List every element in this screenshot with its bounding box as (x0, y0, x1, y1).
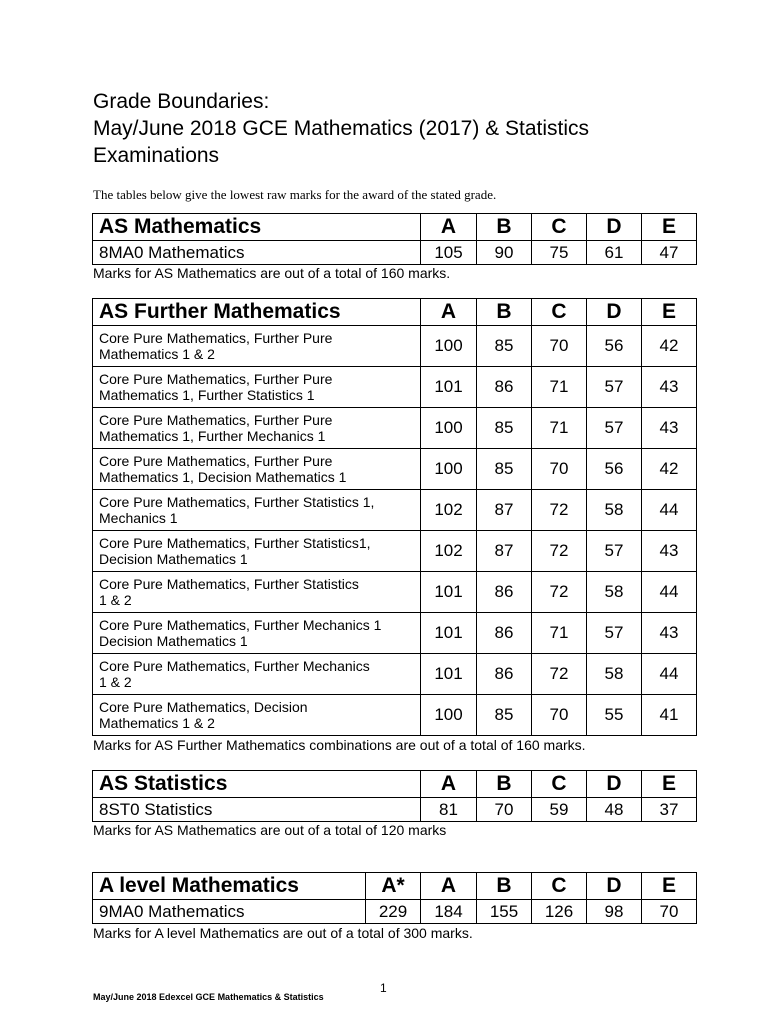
mark-e: 70 (642, 900, 697, 924)
combination-line-2: Mathematics 1, Further Mechanics 1 (99, 428, 326, 444)
as-further-mathematics-note: Marks for AS Further Mathematics combinations are out of a total of 160 marks. (93, 737, 586, 753)
grade-heading-d: D (587, 873, 642, 900)
mark-a: 81 (421, 798, 477, 822)
mark-d: 58 (587, 572, 642, 613)
mark-c: 72 (532, 654, 587, 695)
mark-a: 101 (421, 654, 477, 695)
combination-line-2: Mechanics 1 (99, 510, 178, 526)
combination-line-1: Core Pure Mathematics, Further Mechanics (99, 658, 370, 674)
mark-a: 102 (421, 490, 477, 531)
mark-b: 87 (477, 531, 532, 572)
table-header-row (93, 214, 697, 241)
mark-b: 85 (477, 326, 532, 367)
mark-b: 86 (477, 654, 532, 695)
mark-d: 61 (587, 241, 642, 265)
table-row (93, 326, 697, 367)
qualification-name: 9MA0 Mathematics (93, 900, 366, 924)
mark-b: 90 (477, 241, 532, 265)
table-row (93, 408, 697, 449)
combination-line-2: Decision Mathematics 1 (99, 551, 248, 567)
combination-name (93, 654, 421, 695)
combination-line-1: Core Pure Mathematics, Further Statistics1, (99, 535, 371, 551)
combination-name (93, 531, 421, 572)
table-header-row (93, 771, 697, 798)
table-row (93, 798, 697, 822)
combination-line-2: 1 & 2 (99, 592, 132, 608)
table-row (93, 695, 697, 736)
grade-heading-e: E (642, 214, 697, 241)
grade-heading-a-star: A* (366, 873, 421, 900)
table-row (93, 449, 697, 490)
grade-heading-c: C (532, 873, 587, 900)
mark-a-star: 229 (366, 900, 421, 924)
mark-b: 155 (477, 900, 532, 924)
mark-c: 59 (532, 798, 587, 822)
mark-c: 71 (532, 408, 587, 449)
mark-e: 43 (642, 367, 697, 408)
grade-heading-c: C (532, 299, 587, 326)
grade-heading-a: A (421, 873, 477, 900)
as-statistics-note: Marks for AS Mathematics are out of a total of 120 marks (93, 822, 447, 838)
mark-a: 101 (421, 572, 477, 613)
combination-line-2: Mathematics 1 & 2 (99, 346, 215, 362)
grade-heading-a: A (421, 214, 477, 241)
as-mathematics-table (92, 213, 697, 265)
mark-d: 58 (587, 490, 642, 531)
mark-e: 42 (642, 449, 697, 490)
as-mathematics-note: Marks for AS Mathematics are out of a total of 160 marks. (93, 265, 451, 281)
mark-b: 86 (477, 613, 532, 654)
grade-heading-e: E (642, 771, 697, 798)
title-line-3: Examinations (93, 144, 220, 167)
mark-c: 72 (532, 572, 587, 613)
mark-c: 71 (532, 613, 587, 654)
mark-b: 85 (477, 408, 532, 449)
document-title (93, 88, 589, 169)
mark-c: 72 (532, 490, 587, 531)
combination-line-2: Mathematics 1, Further Statistics 1 (99, 387, 315, 403)
grade-heading-c: C (532, 214, 587, 241)
mark-a: 101 (421, 613, 477, 654)
a-level-mathematics-table (92, 872, 697, 924)
combination-line-1: Core Pure Mathematics, Further Mechanics 1 (99, 617, 382, 633)
combination-line-1: Core Pure Mathematics, Further Pure (99, 453, 333, 469)
title-line-2: May/June 2018 GCE Mathematics (2017) & Statistics (93, 117, 590, 140)
table-heading: A level Mathematics (93, 873, 366, 900)
page-number: 1 (380, 981, 387, 995)
table-heading: AS Further Mathematics (93, 299, 421, 326)
table-row (93, 654, 697, 695)
combination-name (93, 408, 421, 449)
table-header-row (93, 299, 697, 326)
mark-a: 102 (421, 531, 477, 572)
mark-a: 100 (421, 326, 477, 367)
combination-line-2: 1 & 2 (99, 674, 132, 690)
combination-line-2: Decision Mathematics 1 (99, 633, 248, 649)
table-row (93, 613, 697, 654)
mark-a: 100 (421, 449, 477, 490)
mark-c: 72 (532, 531, 587, 572)
grade-heading-b: B (477, 873, 532, 900)
mark-d: 55 (587, 695, 642, 736)
qualification-name: 8MA0 Mathematics (93, 241, 421, 265)
grade-heading-d: D (587, 214, 642, 241)
table-row (93, 490, 697, 531)
combination-line-2: Mathematics 1 & 2 (99, 715, 215, 731)
table-row (93, 572, 697, 613)
mark-c: 71 (532, 367, 587, 408)
combination-name (93, 613, 421, 654)
mark-a: 100 (421, 408, 477, 449)
mark-c: 70 (532, 449, 587, 490)
mark-d: 58 (587, 654, 642, 695)
combination-line-1: Core Pure Mathematics, Further Statistics (99, 576, 359, 592)
grade-heading-d: D (587, 299, 642, 326)
mark-c: 70 (532, 326, 587, 367)
mark-e: 47 (642, 241, 697, 265)
table-row (93, 531, 697, 572)
mark-e: 44 (642, 490, 697, 531)
mark-d: 98 (587, 900, 642, 924)
a-level-mathematics-note: Marks for A level Mathematics are out of a total of 300 marks. (93, 925, 473, 941)
mark-b: 87 (477, 490, 532, 531)
combination-line-1: Core Pure Mathematics, Further Pure (99, 412, 333, 428)
mark-d: 57 (587, 531, 642, 572)
grade-heading-a: A (421, 299, 477, 326)
mark-e: 43 (642, 613, 697, 654)
grade-heading-e: E (642, 299, 697, 326)
mark-e: 41 (642, 695, 697, 736)
grade-heading-c: C (532, 771, 587, 798)
combination-line-1: Core Pure Mathematics, Further Pure (99, 330, 333, 346)
mark-d: 57 (587, 613, 642, 654)
table-heading: AS Statistics (93, 771, 421, 798)
combination-name (93, 367, 421, 408)
grade-heading-d: D (587, 771, 642, 798)
mark-e: 43 (642, 531, 697, 572)
mark-b: 85 (477, 695, 532, 736)
title-line-1: Grade Boundaries: (93, 90, 270, 113)
grade-heading-a: A (421, 771, 477, 798)
page-footer: May/June 2018 Edexcel GCE Mathematics & Statistics (93, 992, 324, 1002)
combination-name (93, 449, 421, 490)
table-row (93, 900, 697, 924)
mark-e: 44 (642, 654, 697, 695)
mark-c: 70 (532, 695, 587, 736)
intro-text: The tables below give the lowest raw marks for the award of the stated grade. (93, 187, 497, 202)
grade-heading-b: B (477, 214, 532, 241)
mark-c: 126 (532, 900, 587, 924)
mark-b: 86 (477, 572, 532, 613)
mark-d: 56 (587, 449, 642, 490)
mark-e: 37 (642, 798, 697, 822)
table-row (93, 241, 697, 265)
qualification-name: 8ST0 Statistics (93, 798, 421, 822)
grade-heading-b: B (477, 771, 532, 798)
table-row (93, 367, 697, 408)
mark-d: 57 (587, 408, 642, 449)
mark-c: 75 (532, 241, 587, 265)
mark-e: 43 (642, 408, 697, 449)
mark-b: 86 (477, 367, 532, 408)
mark-b: 85 (477, 449, 532, 490)
table-header-row (93, 873, 697, 900)
combination-name (93, 572, 421, 613)
mark-a: 105 (421, 241, 477, 265)
mark-d: 57 (587, 367, 642, 408)
combination-line-1: Core Pure Mathematics, Decision (99, 699, 308, 715)
combination-name (93, 695, 421, 736)
grade-heading-b: B (477, 299, 532, 326)
combination-line-2: Mathematics 1, Decision Mathematics 1 (99, 469, 347, 485)
mark-d: 48 (587, 798, 642, 822)
combination-line-1: Core Pure Mathematics, Further Statistics 1, (99, 494, 375, 510)
mark-e: 44 (642, 572, 697, 613)
combination-line-1: Core Pure Mathematics, Further Pure (99, 371, 333, 387)
mark-d: 56 (587, 326, 642, 367)
table-heading: AS Mathematics (93, 214, 421, 241)
mark-a: 100 (421, 695, 477, 736)
as-further-mathematics-table (92, 298, 697, 736)
mark-b: 70 (477, 798, 532, 822)
mark-a: 184 (421, 900, 477, 924)
mark-e: 42 (642, 326, 697, 367)
grade-heading-e: E (642, 873, 697, 900)
combination-name (93, 490, 421, 531)
combination-name (93, 326, 421, 367)
as-statistics-table (92, 770, 697, 822)
mark-a: 101 (421, 367, 477, 408)
